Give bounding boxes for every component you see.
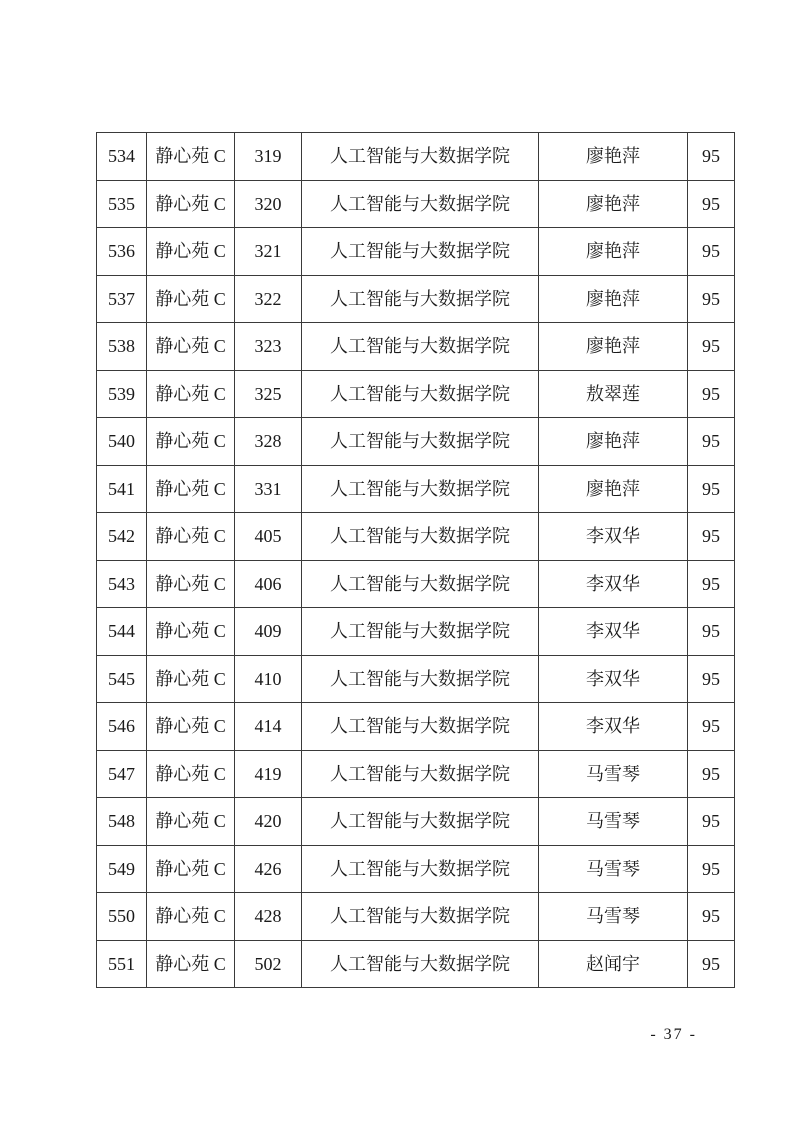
cell-score: 95	[688, 845, 735, 893]
cell-number: 537	[97, 275, 147, 323]
cell-counselor: 马雪琴	[539, 893, 688, 941]
table-row	[97, 845, 735, 893]
cell-number: 551	[97, 940, 147, 988]
cell-number: 548	[97, 798, 147, 846]
cell-room: 405	[235, 513, 302, 561]
cell-building: 静心苑 C	[147, 893, 235, 941]
cell-room: 502	[235, 940, 302, 988]
cell-counselor: 廖艳萍	[539, 228, 688, 276]
table-row	[97, 418, 735, 466]
cell-counselor: 廖艳萍	[539, 180, 688, 228]
table-row	[97, 893, 735, 941]
cell-building: 静心苑 C	[147, 133, 235, 181]
cell-building: 静心苑 C	[147, 798, 235, 846]
cell-counselor: 廖艳萍	[539, 275, 688, 323]
cell-counselor: 廖艳萍	[539, 465, 688, 513]
cell-number: 538	[97, 323, 147, 371]
cell-room: 426	[235, 845, 302, 893]
cell-score: 95	[688, 560, 735, 608]
cell-college: 人工智能与大数据学院	[302, 608, 539, 656]
cell-score: 95	[688, 940, 735, 988]
cell-building: 静心苑 C	[147, 513, 235, 561]
table-row	[97, 940, 735, 988]
cell-number: 545	[97, 655, 147, 703]
cell-building: 静心苑 C	[147, 228, 235, 276]
table-row	[97, 703, 735, 751]
table-row	[97, 275, 735, 323]
cell-counselor: 李双华	[539, 608, 688, 656]
cell-building: 静心苑 C	[147, 940, 235, 988]
cell-score: 95	[688, 180, 735, 228]
cell-score: 95	[688, 893, 735, 941]
cell-building: 静心苑 C	[147, 845, 235, 893]
cell-room: 414	[235, 703, 302, 751]
cell-number: 542	[97, 513, 147, 561]
cell-room: 322	[235, 275, 302, 323]
cell-counselor: 马雪琴	[539, 750, 688, 798]
table-row	[97, 228, 735, 276]
cell-college: 人工智能与大数据学院	[302, 655, 539, 703]
table-body	[97, 133, 735, 988]
table-row	[97, 465, 735, 513]
cell-score: 95	[688, 798, 735, 846]
table-row	[97, 133, 735, 181]
table-row	[97, 655, 735, 703]
cell-building: 静心苑 C	[147, 465, 235, 513]
cell-college: 人工智能与大数据学院	[302, 798, 539, 846]
table-row	[97, 798, 735, 846]
cell-building: 静心苑 C	[147, 370, 235, 418]
cell-room: 319	[235, 133, 302, 181]
table-row	[97, 560, 735, 608]
table-row	[97, 323, 735, 371]
cell-counselor: 马雪琴	[539, 845, 688, 893]
cell-room: 328	[235, 418, 302, 466]
cell-score: 95	[688, 655, 735, 703]
page-number: - 37 -	[650, 1026, 697, 1043]
cell-building: 静心苑 C	[147, 560, 235, 608]
cell-building: 静心苑 C	[147, 750, 235, 798]
cell-room: 420	[235, 798, 302, 846]
cell-score: 95	[688, 133, 735, 181]
table-row	[97, 750, 735, 798]
table-row	[97, 608, 735, 656]
cell-score: 95	[688, 370, 735, 418]
cell-score: 95	[688, 275, 735, 323]
cell-counselor: 廖艳萍	[539, 323, 688, 371]
cell-counselor: 李双华	[539, 703, 688, 751]
cell-building: 静心苑 C	[147, 655, 235, 703]
cell-number: 539	[97, 370, 147, 418]
cell-counselor: 赵闻宇	[539, 940, 688, 988]
cell-college: 人工智能与大数据学院	[302, 275, 539, 323]
cell-college: 人工智能与大数据学院	[302, 560, 539, 608]
cell-score: 95	[688, 513, 735, 561]
table-row	[97, 513, 735, 561]
cell-room: 428	[235, 893, 302, 941]
cell-college: 人工智能与大数据学院	[302, 180, 539, 228]
cell-number: 534	[97, 133, 147, 181]
cell-college: 人工智能与大数据学院	[302, 133, 539, 181]
cell-building: 静心苑 C	[147, 703, 235, 751]
cell-counselor: 敖翠莲	[539, 370, 688, 418]
cell-number: 535	[97, 180, 147, 228]
cell-number: 544	[97, 608, 147, 656]
cell-number: 543	[97, 560, 147, 608]
cell-counselor: 李双华	[539, 560, 688, 608]
cell-college: 人工智能与大数据学院	[302, 513, 539, 561]
cell-number: 546	[97, 703, 147, 751]
cell-number: 550	[97, 893, 147, 941]
cell-building: 静心苑 C	[147, 323, 235, 371]
table-row	[97, 180, 735, 228]
cell-number: 536	[97, 228, 147, 276]
cell-score: 95	[688, 418, 735, 466]
cell-college: 人工智能与大数据学院	[302, 893, 539, 941]
cell-college: 人工智能与大数据学院	[302, 845, 539, 893]
cell-building: 静心苑 C	[147, 608, 235, 656]
cell-score: 95	[688, 608, 735, 656]
cell-room: 410	[235, 655, 302, 703]
cell-room: 325	[235, 370, 302, 418]
cell-room: 321	[235, 228, 302, 276]
cell-number: 549	[97, 845, 147, 893]
cell-room: 409	[235, 608, 302, 656]
cell-counselor: 马雪琴	[539, 798, 688, 846]
cell-building: 静心苑 C	[147, 275, 235, 323]
cell-counselor: 李双华	[539, 655, 688, 703]
cell-college: 人工智能与大数据学院	[302, 418, 539, 466]
cell-score: 95	[688, 228, 735, 276]
cell-college: 人工智能与大数据学院	[302, 750, 539, 798]
cell-room: 419	[235, 750, 302, 798]
cell-counselor: 廖艳萍	[539, 133, 688, 181]
cell-score: 95	[688, 750, 735, 798]
cell-building: 静心苑 C	[147, 418, 235, 466]
cell-college: 人工智能与大数据学院	[302, 228, 539, 276]
cell-score: 95	[688, 323, 735, 371]
cell-score: 95	[688, 703, 735, 751]
cell-number: 540	[97, 418, 147, 466]
dormitory-table	[96, 132, 735, 988]
cell-room: 320	[235, 180, 302, 228]
table-row	[97, 370, 735, 418]
cell-room: 331	[235, 465, 302, 513]
cell-college: 人工智能与大数据学院	[302, 465, 539, 513]
cell-number: 547	[97, 750, 147, 798]
cell-college: 人工智能与大数据学院	[302, 703, 539, 751]
cell-room: 323	[235, 323, 302, 371]
cell-room: 406	[235, 560, 302, 608]
cell-counselor: 廖艳萍	[539, 418, 688, 466]
cell-counselor: 李双华	[539, 513, 688, 561]
cell-score: 95	[688, 465, 735, 513]
cell-building: 静心苑 C	[147, 180, 235, 228]
cell-college: 人工智能与大数据学院	[302, 323, 539, 371]
cell-college: 人工智能与大数据学院	[302, 940, 539, 988]
cell-number: 541	[97, 465, 147, 513]
cell-college: 人工智能与大数据学院	[302, 370, 539, 418]
